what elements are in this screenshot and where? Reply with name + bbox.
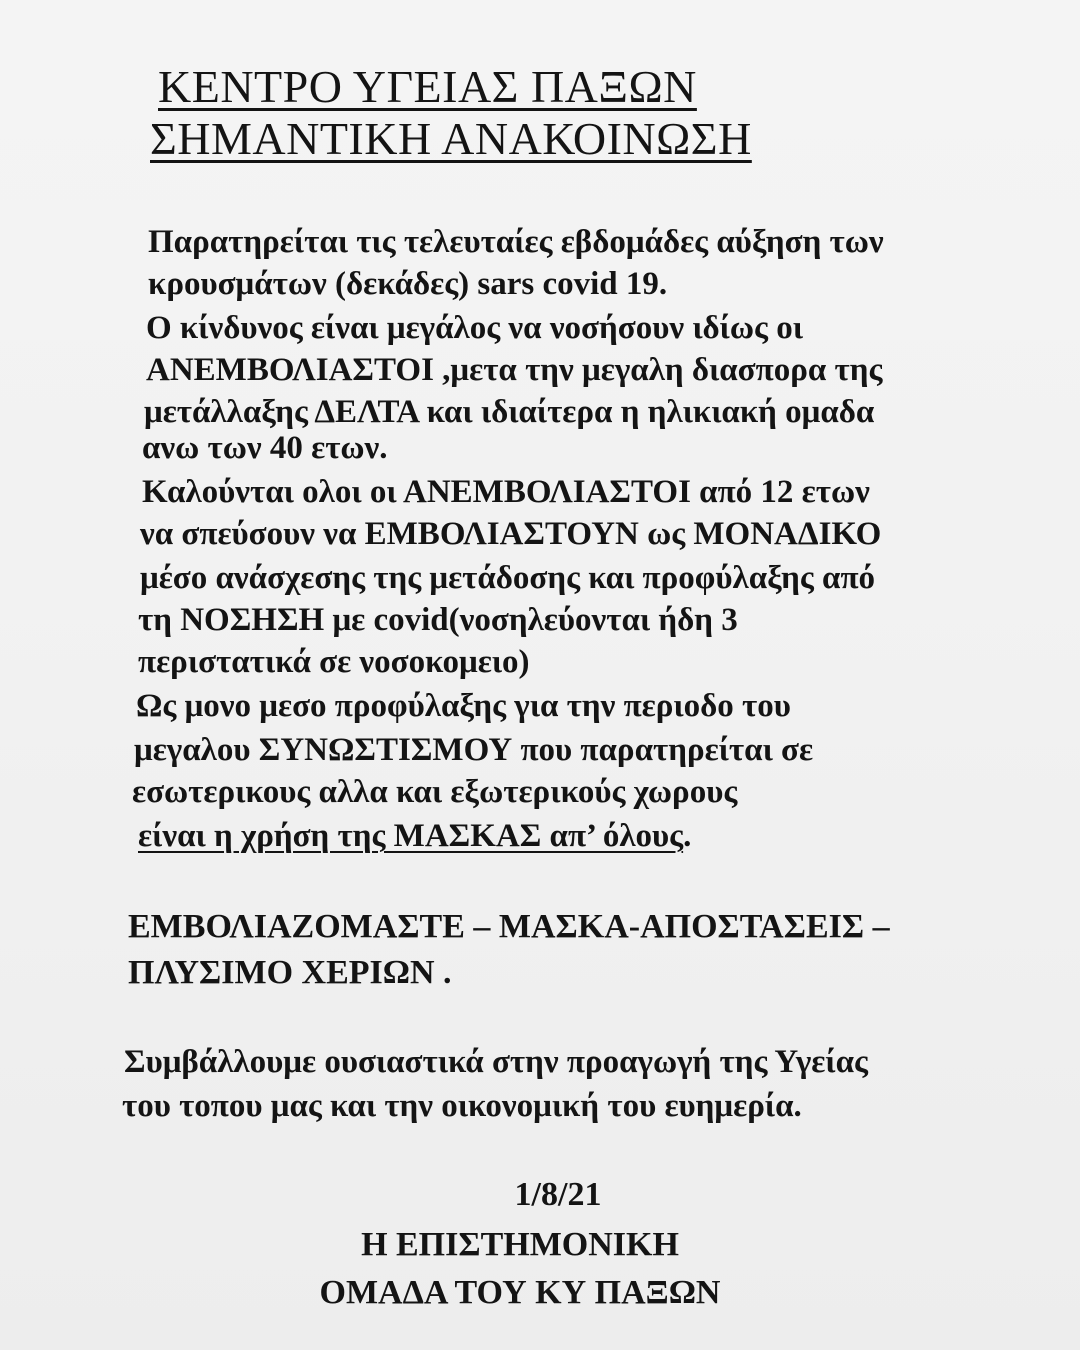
body-line: περιστατικά σε νοσοκομειο) [138,644,530,680]
motto-line-1: ΕΜΒΟΛΙΑΖΟΜΑΣΤΕ – ΜΑΣΚΑ-ΑΠΟΣΤΑΣΕΙΣ – [128,908,890,945]
body-line: ΑΝΕΜΒΟΛΙΑΣΤΟΙ ,μετα την μεγαλη διασπορα της [146,352,883,388]
body-line: μεγαλου ΣΥΝΩΣΤΙΣΜΟΥ που παρατηρείται σε [134,732,814,768]
body-line: Ως μονο μεσο προφύλαξης για την περιοδο του [136,688,791,724]
mask-emphasis-text: είναι η χρήση της ΜΑΣΚΑΣ απ’ όλους [138,818,684,854]
body-line: εσωτερικους αλλα και εξωτερικούς χωρους [132,774,738,810]
mask-emphasis-period: . [683,818,692,854]
closing-line-1: Συμβάλλουμε ουσιαστικά στην προαγωγή της Υγείας [124,1044,868,1080]
signature-line-2: ΟΜΑΔΑ ΤΟΥ ΚΥ ΠΑΞΩΝ [319,1274,721,1311]
body-line: Παρατηρείται τις τελευταίες εβδομάδες αύξηση των [148,224,884,260]
body-line: να σπεύσουν να ΕΜΒΟΛΙΑΣΤΟΥΝ ως ΜΟΝΑΔΙΚΟ [140,516,882,552]
body-line: μέσο ανάσχεσης της μετάδοσης και προφύλαξης από [140,560,876,596]
body-line: Ο κίνδυνος είναι μεγάλος να νοσήσουν ιδίως οι [146,310,803,346]
closing-line-2: του τοπου μας και την οικονομική του ευημερία. [122,1088,802,1124]
mask-emphasis-line [138,820,691,853]
notice-title-line-1: ΚΕΝΤΡΟ ΥΓΕΙΑΣ ΠΑΞΩΝ [158,61,697,112]
signature-line-1: Η ΕΠΙΣΤΗΜΟΝΙΚΗ [361,1226,679,1263]
motto-line-2: ΠΛΥΣΙΜΟ ΧΕΡΙΩΝ . [128,954,452,991]
body-line: ανω των 40 ετων. [142,430,388,466]
body-line: τη ΝΟΣΗΣΗ με covid(νοσηλεύονται ήδη 3 [138,602,738,638]
body-line: Καλούνται ολοι οι ΑΝΕΜΒΟΛΙΑΣΤΟΙ από 12 ετων [142,474,870,510]
notice-title-line-2: ΣΗΜΑΝΤΙΚΗ ΑΝΑΚΟΙΝΩΣΗ [150,113,752,164]
body-line: μετάλλαξης ΔΕΛΤΑ και ιδιαίτερα η ηλικιακή ομαδα [144,394,875,430]
body-line: κρουσμάτων (δεκάδες) sars covid 19. [148,266,668,302]
signature-date: 1/8/21 [514,1176,602,1213]
